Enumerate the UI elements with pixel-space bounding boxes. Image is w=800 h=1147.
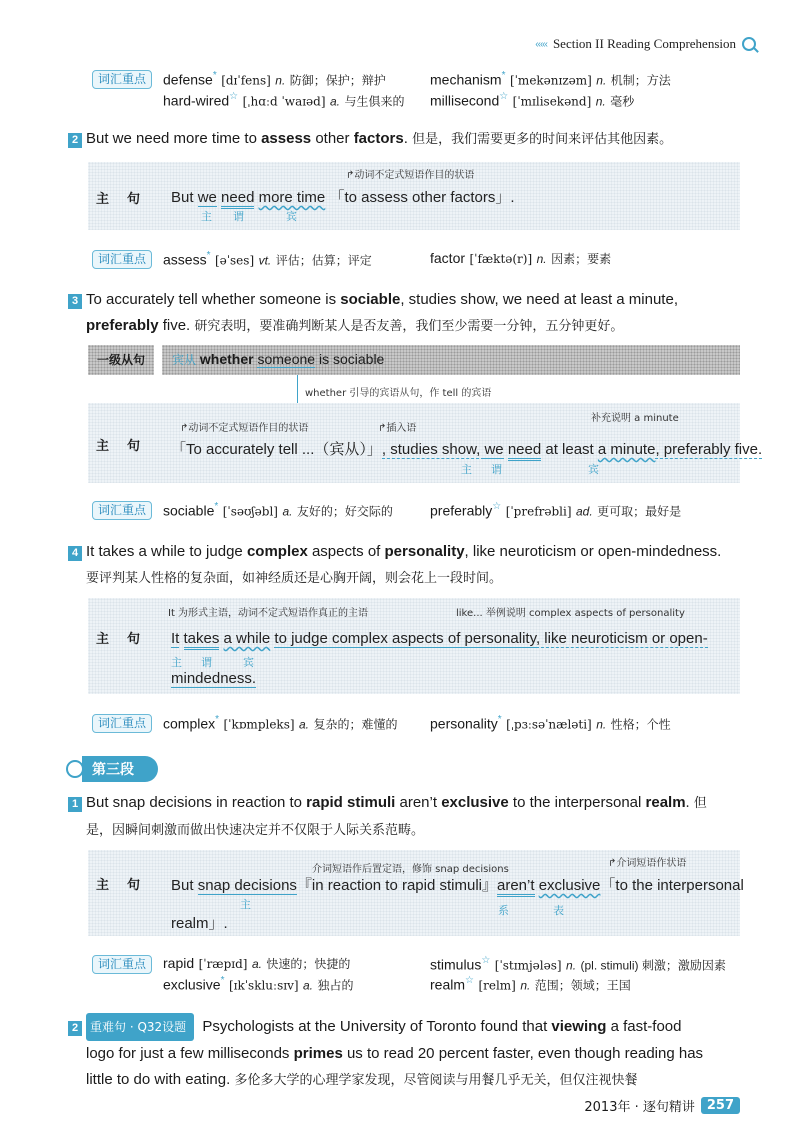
vocab-entry: realm☆ [relm] n. 范围；领域；王国 <box>430 975 631 993</box>
analyzed-sentence-cont: mindedness. <box>171 670 257 687</box>
analyzed-sentence: 「To accurately tell ...（宾从）」, studies show, we need at least a minute, preferably five. <box>171 438 762 459</box>
grammar-note: ↱介词短语作状语 <box>608 858 687 869</box>
vocab-tag: 词汇重点 <box>92 714 152 733</box>
grammar-note: like... 举例说明 complex aspects of personality <box>456 608 685 619</box>
footer-text: 2013年 · 逐句精讲 <box>584 1100 695 1115</box>
clause-label: 主句 <box>96 439 159 454</box>
chinese-translation: 是，因瞬间刺激而做出快速决定并不仅限于人际关系范畴。 <box>86 823 425 838</box>
vocab-entry: assess* [əˈses] vt. 评估；估算；评定 <box>163 250 372 268</box>
sentence-number: 3 <box>68 294 82 309</box>
grammar-note: 介词短语作后置定语，修饰 snap decisions <box>312 864 509 875</box>
vocab-entry: stimulus☆ [ˈstɪmjələs] n. (pl. stimuli) 刺激；激励因素 <box>430 955 726 973</box>
chinese-translation: 多伦多大学的心理学家发现，尽管阅读与用餐几乎无关，但仅注视快餐 <box>234 1073 638 1088</box>
grammar-note: It 为形式主语，动词不定式短语作真正的主语 <box>168 608 369 619</box>
sentence: 4 It takes a while to judge complex aspects of personality, like neuroticism or open-mindedness. 要评判某人性格的复杂面，如神经质还是心胸开阔，则会花上一段时间。 <box>68 539 748 592</box>
subclause-box: 宾从 whether someone is sociable <box>162 345 740 375</box>
sentence: 2 重难句 · Q32设题 Psychologists at the University of Toronto found that viewing a fast-food logo for just a few milliseconds primes us to read 20 percent faster, even though reading has little to do with eating. 多伦多大学的心理学家发现，尽管阅读与用餐几乎无关，但仅注视快餐 <box>68 1013 748 1094</box>
page-number: 257 <box>701 1097 740 1114</box>
vocab-tag: 词汇重点 <box>92 955 152 974</box>
vocab-entry: complex* [ˈkɒmpleks] a. 复杂的；难懂的 <box>163 714 398 732</box>
sentence-number: 4 <box>68 546 82 561</box>
vocab-entry: millisecond☆ [ˈmɪlisekənd] n. 毫秒 <box>430 91 635 109</box>
sentence-number: 2 <box>68 133 82 148</box>
vocab-entry: personality* [ˌpɜːsəˈnæləti] n. 性格；个性 <box>430 714 671 732</box>
vocab-tag: 词汇重点 <box>92 250 152 269</box>
grammar-note: 补充说明 a minute <box>591 413 679 424</box>
sentence: 2 But we need more time to assess other factors. 但是，我们需要更多的时间来评估其他因素。 <box>68 126 738 153</box>
clause-label: 主句 <box>96 878 159 893</box>
vocab-entry: exclusive* [ɪkˈskluːsɪv] a. 独占的 <box>163 975 354 993</box>
grammar-note: ↱动词不定式短语作目的状语 <box>346 170 475 181</box>
analyzed-sentence: It takes a while to judge complex aspects of personality, like neuroticism or open- <box>171 630 708 647</box>
analysis-box: 主句 It 为形式主语，动词不定式短语作真正的主语 like... 举例说明 complex aspects of personality It takes a while to judge complex aspects of personality, like neuroticism or open- 主 谓 宾 mindedness. <box>88 598 740 694</box>
clause-label: 主句 <box>96 632 159 647</box>
analyzed-sentence: But we need more time 「to assess other factors」. <box>171 186 515 207</box>
grammar-note: ↱插入语 <box>378 423 417 434</box>
vocab-entry: preferably☆ [ˈprefrəbli] ad. 更可取；最好是 <box>430 501 682 519</box>
arrows-decoration: ‹‹‹‹‹ <box>535 38 547 50</box>
link-note: whether 引导的宾语从句，作 tell 的宾语 <box>305 388 492 399</box>
vocab-entry: defense* [dɪˈfens] n. 防御；保护；辩护 <box>163 70 386 88</box>
key-sentence-tag: 重难句 · Q32设题 <box>86 1013 194 1041</box>
search-icon <box>742 37 756 51</box>
sentence-number: 1 <box>68 797 82 812</box>
header-title: Section II Reading Comprehension <box>552 36 736 51</box>
grammar-note: ↱动词不定式短语作目的状语 <box>180 423 309 434</box>
search-icon <box>66 760 84 778</box>
vocab-tag: 词汇重点 <box>92 70 152 89</box>
analyzed-sentence-cont: realm」. <box>171 915 228 932</box>
running-header <box>535 36 756 52</box>
sentence-number: 2 <box>68 1021 82 1036</box>
page-footer <box>584 1096 740 1115</box>
chinese-translation: 要评判某人性格的复杂面，如神经质还是心胸开阔，则会花上一段时间。 <box>86 571 503 586</box>
clause-label-box <box>88 345 154 375</box>
vocab-entry: factor [ˈfæktə(r)] n. 因素；要素 <box>430 250 612 266</box>
vocab-entry: sociable* [ˈsəʊʃəbl] a. 友好的；好交际的 <box>163 501 393 519</box>
sentence: 3 To accurately tell whether someone is sociable, studies show, we need at least a minute, preferably five. 研究表明，要准确判断某人是否友善，我们至少需要一分钟，五分钟更好。 <box>68 287 738 340</box>
vocab-entry: hard-wired☆ [ˌhɑːd ˈwaɪəd] a. 与生俱来的 <box>163 91 405 109</box>
chinese-translation: 研究表明，要准确判断某人是否友善，我们至少需要一分钟，五分钟更好。 <box>194 319 624 334</box>
sentence: 1 But snap decisions in reaction to rapid stimuli aren’t exclusive to the interpersonal realm. 但 是，因瞬间刺激而做出快速决定并不仅限于人际关系范畴。 <box>68 790 748 844</box>
vocab-entry: rapid [ˈræpɪd] a. 快速的；快捷的 <box>163 955 351 971</box>
clause-label: 主句 <box>96 192 159 207</box>
chinese-translation: 但是，我们需要更多的时间来评估其他因素。 <box>412 132 673 147</box>
section-title: 第三段 <box>82 756 158 782</box>
analysis-box: 主句 ↱动词不定式短语作目的状语 But we need more time 「to assess other factors」. 主 谓 宾 <box>88 162 740 230</box>
analysis-box: 主句 介词短语作后置定语，修饰 snap decisions ↱介词短语作状语 But snap decisions『in reaction to rapid stimuli』aren’t exclusive「to the interpersonal 主 系 表 realm」. <box>88 850 740 936</box>
section-header <box>66 756 158 782</box>
clause-label: 一级从句 <box>96 353 145 367</box>
analyzed-sentence: But snap decisions『in reaction to rapid stimuli』aren’t exclusive「to the interpersonal <box>171 874 744 895</box>
vocab-entry: mechanism* [ˈmekənɪzəm] n. 机制；方法 <box>430 70 671 88</box>
analysis-box: 主句 ↱动词不定式短语作目的状语 ↱插入语 补充说明 a minute 「To accurately tell ...（宾从）」, studies show, we need at least a minute, preferably five. 主 谓 宾 <box>88 403 740 483</box>
vocab-tag: 词汇重点 <box>92 501 152 520</box>
